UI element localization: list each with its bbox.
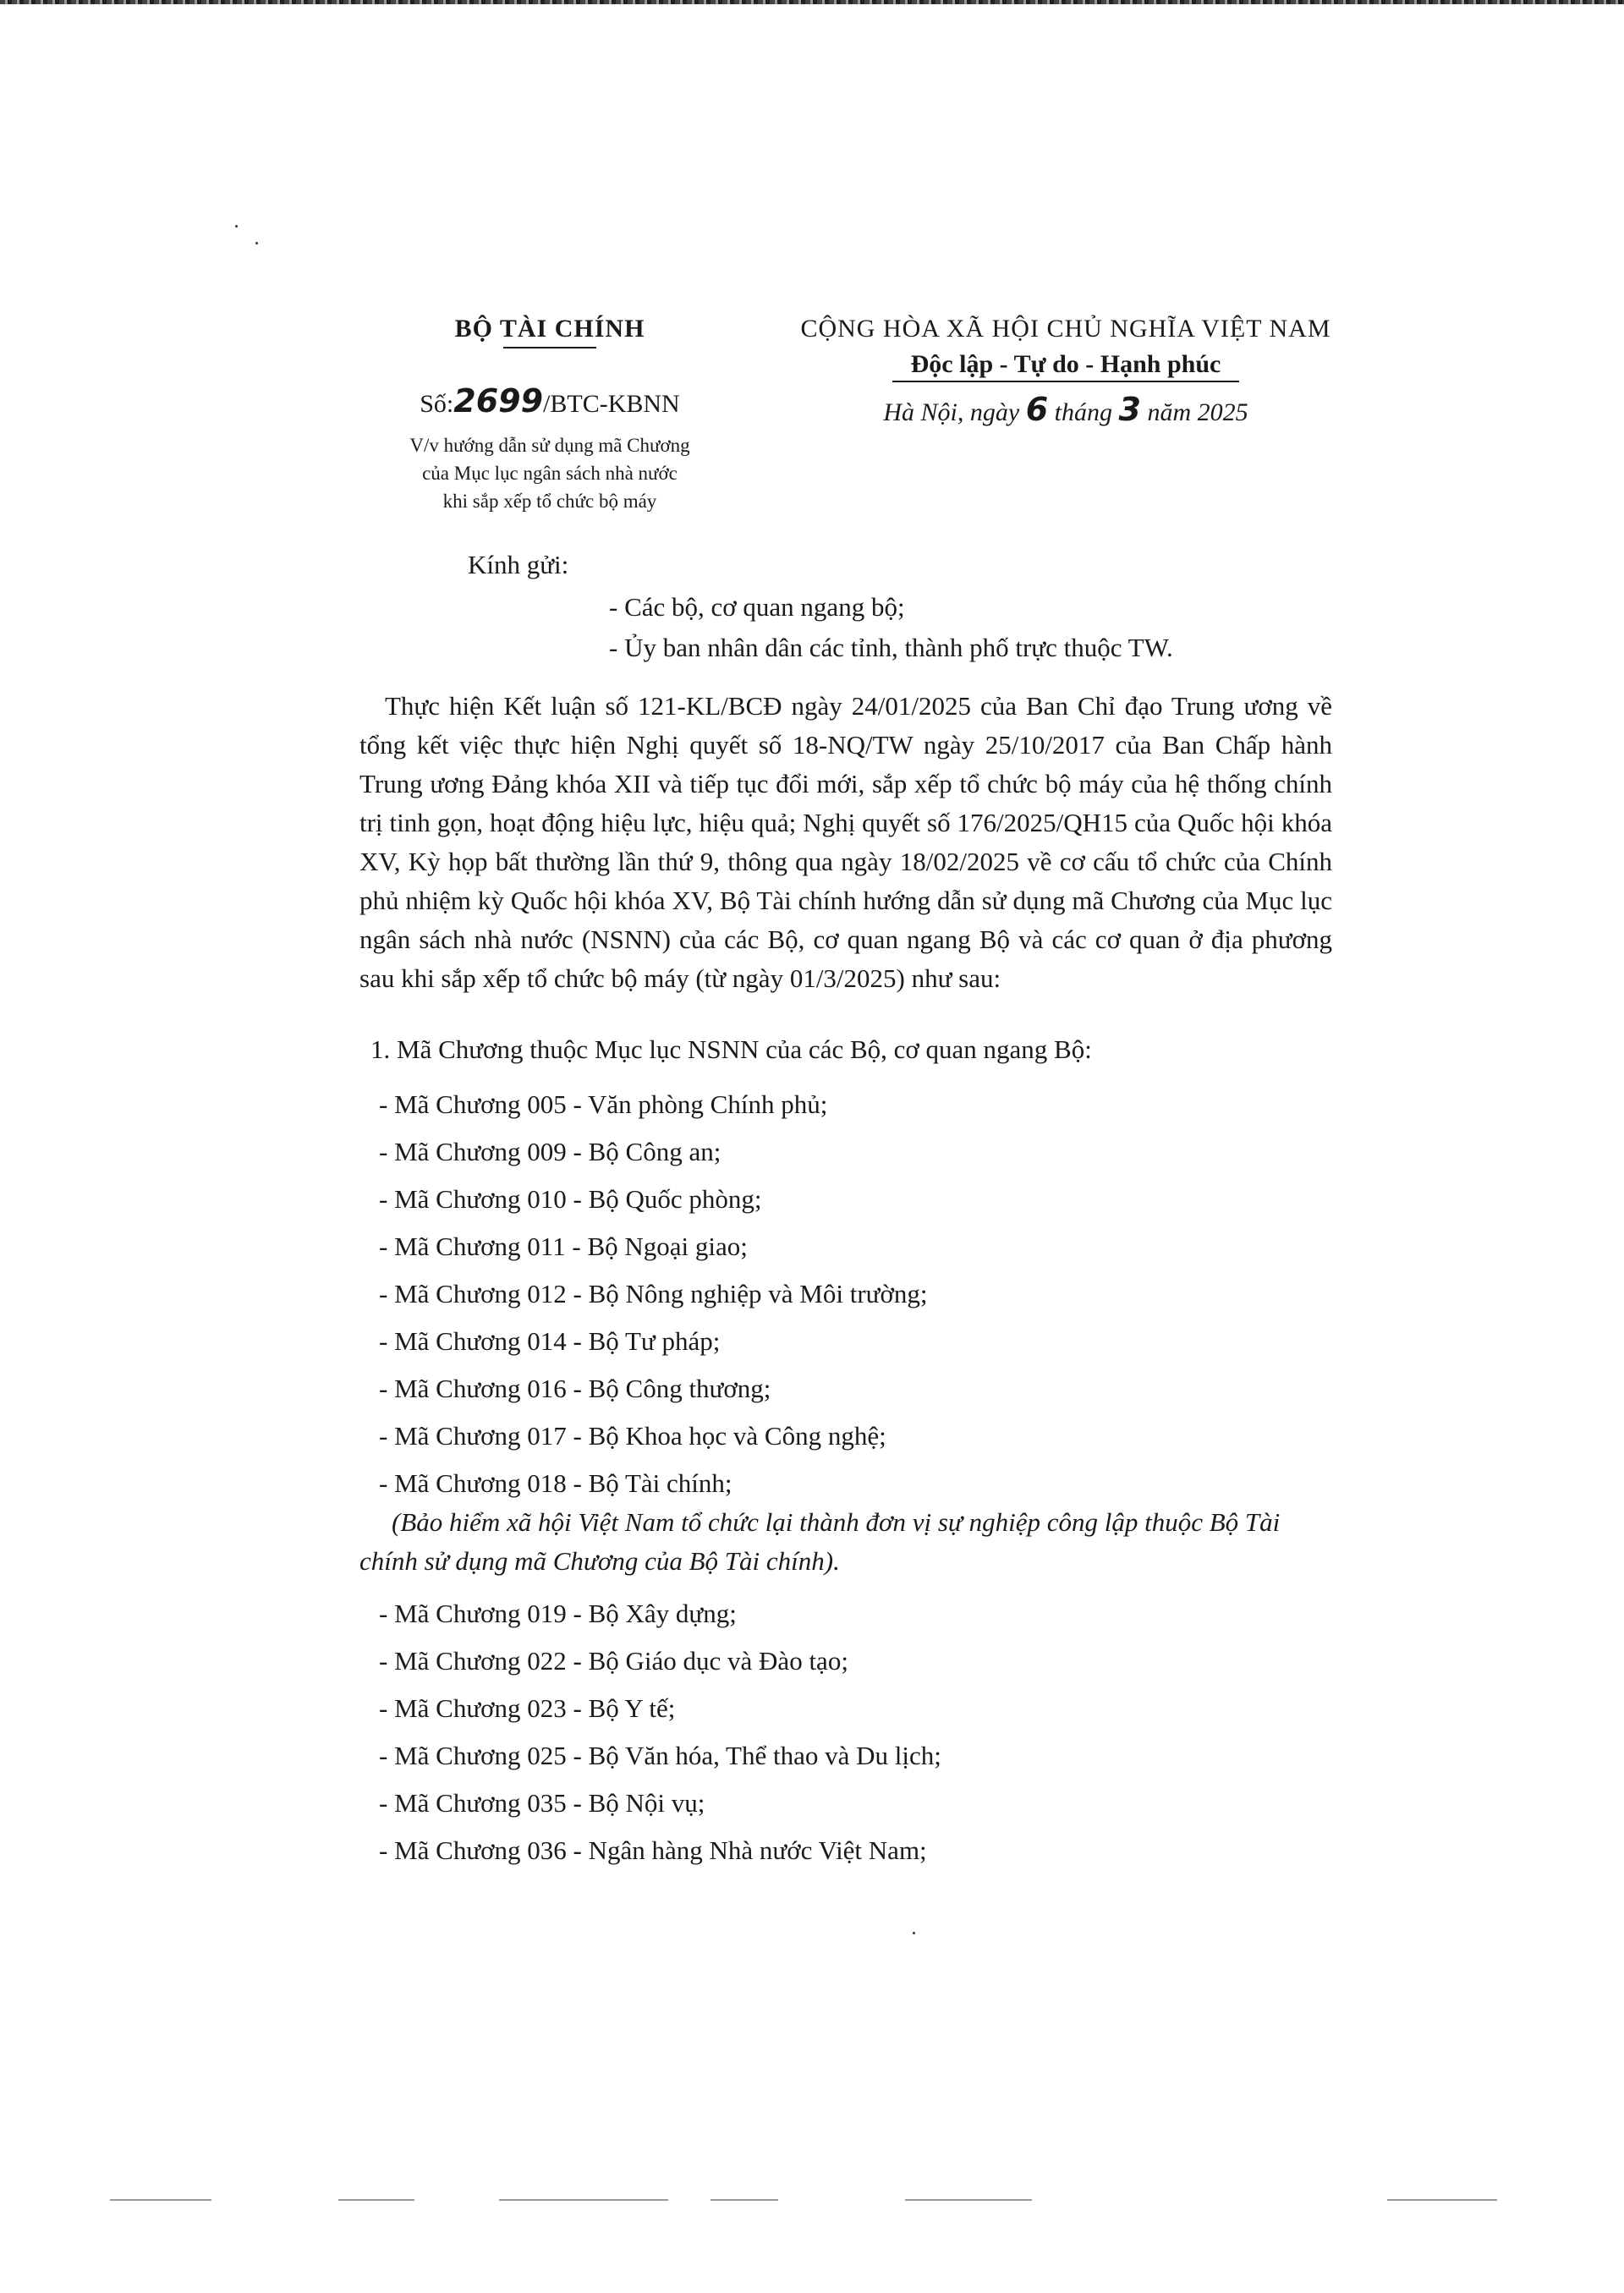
scan-edge-artifact — [0, 0, 1624, 4]
scan-speck — [913, 1932, 915, 1934]
scan-noise — [110, 2199, 211, 2201]
chapter-code-item: - Mã Chương 005 - Văn phòng Chính phủ; — [379, 1089, 828, 1119]
body-paragraph: Thực hiện Kết luận số 121-KL/BCĐ ngày 24/01/2025 của Ban Chỉ đạo Trung ương về tổng kết việc thực hiện Nghị quyết số 18-NQ/TW ngày 25/10/2017 của Ban Chấp hành Trung ương Đảng khóa XII và tiếp tục đổi mới, sắp xếp tổ chức bộ máy của hệ thống chính trị tinh gọn, hoạt động hiệu lực, hiệu quả; Nghị quyết số 176/2025/QH15 của Quốc hội khóa XV, Kỳ họp bất thường lần thứ 9, thông qua ngày 18/02/2025 về cơ cấu tổ chức của Chính phủ nhiệm kỳ Quốc hội khóa XV, Bộ Tài chính hướng dẫn sử dụng mã Chương của Mục lục ngân sách nhà nước (NSNN) của các Bộ, cơ quan ngang Bộ và các cơ quan ở địa phương sau khi sắp xếp tổ chức bộ máy (từ ngày 01/3/2025) như sau: — [359, 691, 1332, 993]
chapter-code-item: - Mã Chương 035 - Bộ Nội vụ; — [379, 1788, 705, 1818]
month-handwritten: 3 — [1118, 391, 1141, 428]
chapter-code-list — [379, 1081, 1352, 1507]
motto-underline — [892, 381, 1239, 382]
day-handwritten: 6 — [1025, 391, 1049, 428]
chapter-code-item: - Mã Chương 018 - Bộ Tài chính; — [379, 1468, 732, 1498]
chapter-code-item: - Mã Chương 012 - Bộ Nông nghiệp và Môi trường; — [379, 1279, 928, 1308]
month-label: tháng — [1048, 398, 1119, 426]
scan-noise — [905, 2199, 1032, 2201]
subject-line: khi sắp xếp tổ chức bộ máy — [442, 491, 657, 512]
doc-number-handwritten: 2699 — [453, 382, 544, 420]
scan-noise — [710, 2199, 778, 2201]
chapter-code-item: - Mã Chương 010 - Bộ Quốc phòng; — [379, 1184, 762, 1214]
scan-noise — [338, 2199, 414, 2201]
document-subject — [330, 431, 770, 515]
place-and-date — [744, 391, 1387, 428]
doc-number-prefix: Số: — [420, 390, 454, 418]
document-number — [330, 382, 770, 420]
doc-number-suffix: /BTC-KBNN — [543, 390, 680, 418]
chapter-code-item: - Mã Chương 023 - Bộ Y tế; — [379, 1693, 676, 1723]
section-heading: 1. Mã Chương thuộc Mục lục NSNN của các Bộ, cơ quan ngang Bộ: — [370, 1034, 1092, 1064]
chapter-code-list-continued — [379, 1590, 1352, 1874]
scan-speck — [255, 242, 258, 244]
chapter-code-item: - Mã Chương 036 - Ngân hàng Nhà nước Việt Nam; — [379, 1835, 927, 1865]
chapter-code-item: - Mã Chương 011 - Bộ Ngoại giao; — [379, 1232, 748, 1261]
italic-note: (Bảo hiểm xã hội Việt Nam tổ chức lại thành đơn vị sự nghiệp công lập thuộc Bộ Tài chính sử dụng mã Chương của Bộ Tài chính). — [359, 1507, 1281, 1576]
chapter-code-item: - Mã Chương 019 - Bộ Xây dựng; — [379, 1599, 737, 1628]
national-header-block — [744, 315, 1387, 428]
scan-noise — [499, 2199, 668, 2201]
subject-line: V/v hướng dẫn sử dụng mã Chương — [409, 435, 690, 456]
national-motto: Độc lập - Tự do - Hạnh phúc — [910, 350, 1221, 378]
salutation: Kính gửi: — [468, 550, 569, 579]
subject-line: của Mục lục ngân sách nhà nước — [422, 463, 678, 484]
issuing-agency-block — [330, 315, 770, 515]
place-date-prefix: Hà Nội, ngày — [883, 398, 1026, 426]
chapter-code-item: - Mã Chương 014 - Bộ Tư pháp; — [379, 1326, 721, 1356]
chapter-code-item: - Mã Chương 017 - Bộ Khoa học và Công nghệ; — [379, 1421, 886, 1451]
agency-underline — [503, 347, 596, 348]
chapter-code-item: - Mã Chương 009 - Bộ Công an; — [379, 1137, 721, 1166]
chapter-code-item: - Mã Chương 016 - Bộ Công thương; — [379, 1374, 771, 1403]
agency-name: BỘ TÀI CHÍNH — [454, 315, 645, 343]
year-label: năm 2025 — [1140, 398, 1248, 426]
nation-title: CỘNG HÒA XÃ HỘI CHỦ NGHĨA VIỆT NAM — [800, 315, 1331, 343]
recipient-item: - Các bộ, cơ quan ngang bộ; — [609, 592, 905, 622]
chapter-code-item: - Mã Chương 025 - Bộ Văn hóa, Thể thao và Du lịch; — [379, 1741, 941, 1770]
recipient-list — [609, 587, 1173, 668]
scan-speck — [235, 225, 238, 228]
recipient-item: - Ủy ban nhân dân các tỉnh, thành phố trực thuộc TW. — [609, 633, 1173, 662]
chapter-code-item: - Mã Chương 022 - Bộ Giáo dục và Đào tạo; — [379, 1646, 848, 1676]
scan-noise — [1387, 2199, 1497, 2201]
